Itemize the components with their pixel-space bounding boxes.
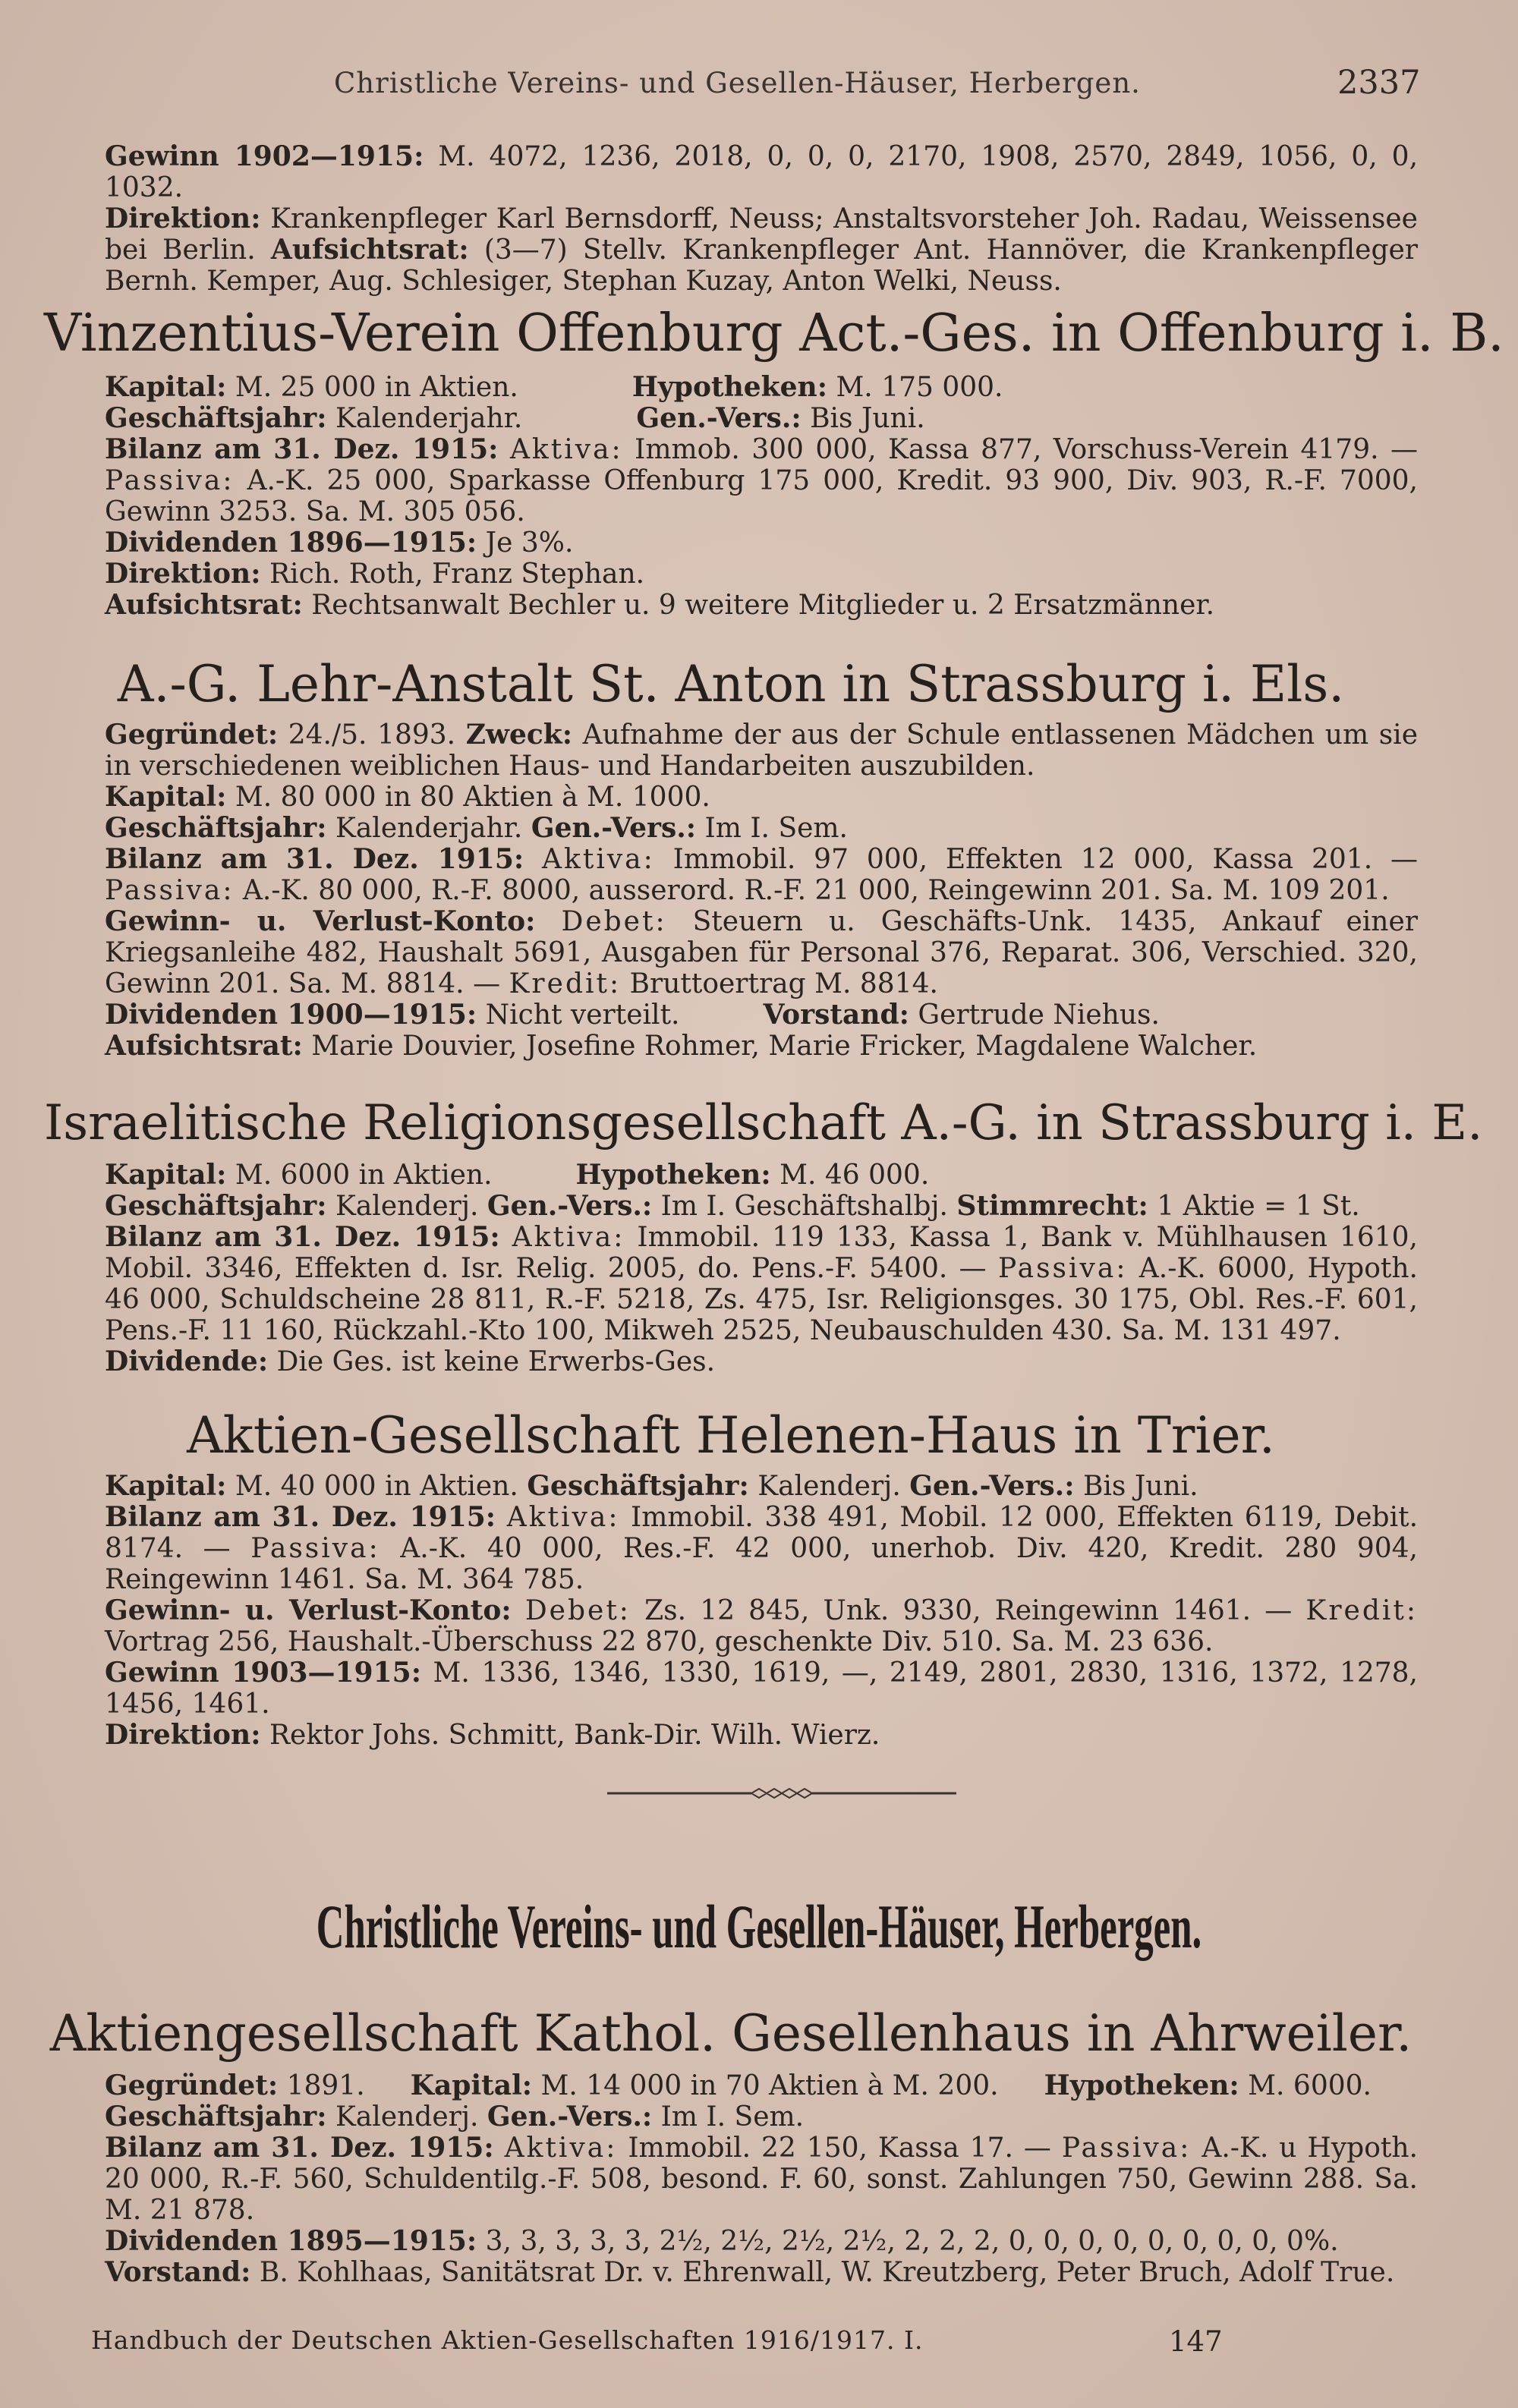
ahrweiler-entry: Gegründet: 1891. Kapital: M. 14 000 in 70 Aktien à M. 200. Hypotheken: M. 6000. Geschäftsjahr: Kalenderj. Gen.-Vers.: Im I. Sem. Bilanz am 31. Dez. 1915: Aktiva: Immobil. 22 150, Kassa 17. — Passiva: A.-K. u Hypoth. 20 000, R.-F. 560, Schuldentilg.-F. 508, besond. F. 60, sonst. Zahlungen 750, Gewinn 288. Sa. M. 21 878. Dividenden 1895—1915: 3, 3, 3, 3, 3, 2½, 2½, 2½, 2½, 2, 2, 2, 0, 0, 0, 0, 0, 0, 0, 0, 0%. Vorstand: B. Kohlhaas, Sanitätsrat Dr. v. Ehrenwall, W. Kreutzberg, Peter Bruch, Adolf True. <box>105 2070 1418 2288</box>
lehranstalt-title: A.-G. Lehr-Anstalt St. Anton in Strassburg i. Els. <box>117 655 1345 713</box>
israelitische-entry: Kapital: M. 6000 in Aktien. Hypotheken: M. 46 000. Geschäftsjahr: Kalenderj. Gen.-Vers.: Im I. Geschäftshalbj. Stimmrecht: 1 Aktie = 1 St. Bilanz am 31. Dez. 1915: Aktiva: Immobil. 119 133, Kassa 1, Bank v. Mühlhausen 1610, Mobil. 3346, Effekten d. Isr. Relig. 2005, do. Pens.-F. 5400. — Passiva: A.-K. 6000, Hypoth. 46 000, Schuldscheine 28 811, R.-F. 5218, Zs. 475, Isr. Religionsges. 30 175, Obl. Res.-F. 601, Pens.-F. 11 160, Rückzahl.-Kto 100, Mikweh 2525, Neubauschulden 430. Sa. M. 131 497. Dividende: Die Ges. ist keine Erwerbs-Ges. <box>105 1159 1418 1377</box>
footer-sheet-number: 147 <box>1169 2325 1223 2358</box>
helenenhaus-title: Aktien-Gesellschaft Helenen-Haus in Trier. <box>187 1406 1275 1465</box>
prev-entry <box>44 141 1418 297</box>
running-header <box>0 64 1518 105</box>
ornament-flourish <box>751 1789 812 1798</box>
prev-direktion: Direktion: Krankenpfleger Karl Bernsdorff, Neuss; Anstaltsvorsteher Joh. Radau, Weissensee bei Berlin. Aufsichtsrat: (3—7) Stellv. Krankenpfleger Ant. Hannöver, die Krankenpfleger Bernh. Kemper, Aug. Schlesiger, Stephan Kuzay, Anton Welki, Neuss. <box>105 203 1419 297</box>
page-footer <box>91 2325 1427 2363</box>
ornament-divider <box>607 1782 956 1805</box>
page-number: 2337 <box>1337 64 1421 102</box>
ahrweiler-title: Aktiengesellschaft Kathol. Gesellenhaus in Ahrweiler. <box>49 2004 1412 2063</box>
vinzentius-title: Vinzentius-Verein Offenburg Act.-Ges. in Offenburg i. B. <box>44 304 1504 364</box>
running-title: Christliche Vereins- und Gesellen-Häuser, Herbergen. <box>334 67 1141 99</box>
footer-source: Handbuch der Deutschen Aktien-Gesellschaften 1916/1917. I. <box>91 2325 924 2355</box>
section-title: Christliche Vereins- und Gesellen-Häuser, Herbergen. <box>316 1892 1202 1961</box>
israelitische-title: Israelitische Religionsgesellschaft A.-G. in Strassburg i. E. <box>44 1095 1483 1151</box>
vinzentius-entry: Kapital: M. 25 000 in Aktien. Hypotheken: M. 175 000. Geschäftsjahr: Kalenderjahr. Gen.-Vers.: Bis Juni. Bilanz am 31. Dez. 1915: Aktiva: Immob. 300 000, Kassa 877, Vorschuss-Verein 4179. — Passiva: A.-K. 25 000, Sparkasse Offenburg 175 000, Kredit. 93 900, Div. 903, R.-F. 7000, Gewinn 3253. Sa. M. 305 056. Dividenden 1896—1915: Je 3%. Direktion: Rich. Roth, Franz Stephan. Aufsichtsrat: Rechtsanwalt Bechler u. 9 weitere Mitglieder u. 2 Ersatzmänner. <box>105 371 1418 621</box>
prev-gewinn: Gewinn 1902—1915: M. 4072, 1236, 2018, 0, 0, 0, 2170, 1908, 2570, 2849, 1056, 0, 0, 1032. <box>105 140 1419 203</box>
helenenhaus-entry: Kapital: M. 40 000 in Aktien. Geschäftsjahr: Kalenderj. Gen.-Vers.: Bis Juni. Bilanz am 31. Dez. 1915: Aktiva: Immobil. 338 491, Mobil. 12 000, Effekten 6119, Debit. 8174. — Passiva: A.-K. 40 000, Res.-F. 42 000, unerhob. Div. 420, Kredit. 280 904, Reingewinn 1461. Sa. M. 364 785. Gewinn- u. Verlust-Konto: Debet: Zs. 12 845, Unk. 9330, Reingewinn 1461. — Kredit: Vortrag 256, Haushalt.-Überschuss 22 870, geschenkte Div. 510. Sa. M. 23 636. Gewinn 1903—1915: M. 1336, 1346, 1330, 1619, —, 2149, 2801, 2830, 1316, 1372, 1278, 1456, 1461. Direktion: Rektor Johs. Schmitt, Bank-Dir. Wilh. Wierz. <box>105 1470 1419 1751</box>
lehranstalt-entry: Gegründet: 24./5. 1893. Zweck: Aufnahme der aus der Schule entlassenen Mädchen um sie in verschiedenen weiblichen Haus- und Handarbeiten auszubilden. Kapital: M. 80 000 in 80 Aktien à M. 1000. Geschäftsjahr: Kalenderjahr. Gen.-Vers.: Im I. Sem. Bilanz am 31. Dez. 1915: Aktiva: Immobil. 97 000, Effekten 12 000, Kassa 201. — Passiva: A.-K. 80 000, R.-F. 8000, ausserord. R.-F. 21 000, Reingewinn 201. Sa. M. 109 201. Gewinn- u. Verlust-Konto: Debet: Steuern u. Geschäfts-Unk. 1435, Ankauf einer Kriegsanleihe 482, Haushalt 5691, Ausgaben für Personal 376, Reparat. 306, Verschied. 320, Gewinn 201. Sa. M. 8814. — Kredit: Bruttoertrag M. 8814. Dividenden 1900—1915: Nicht verteilt. Vorstand: Gertrude Niehus. Aufsichtsrat: Marie Douvier, Josefine Rohmer, Marie Fricker, Magdalene Walcher. <box>105 719 1418 1062</box>
